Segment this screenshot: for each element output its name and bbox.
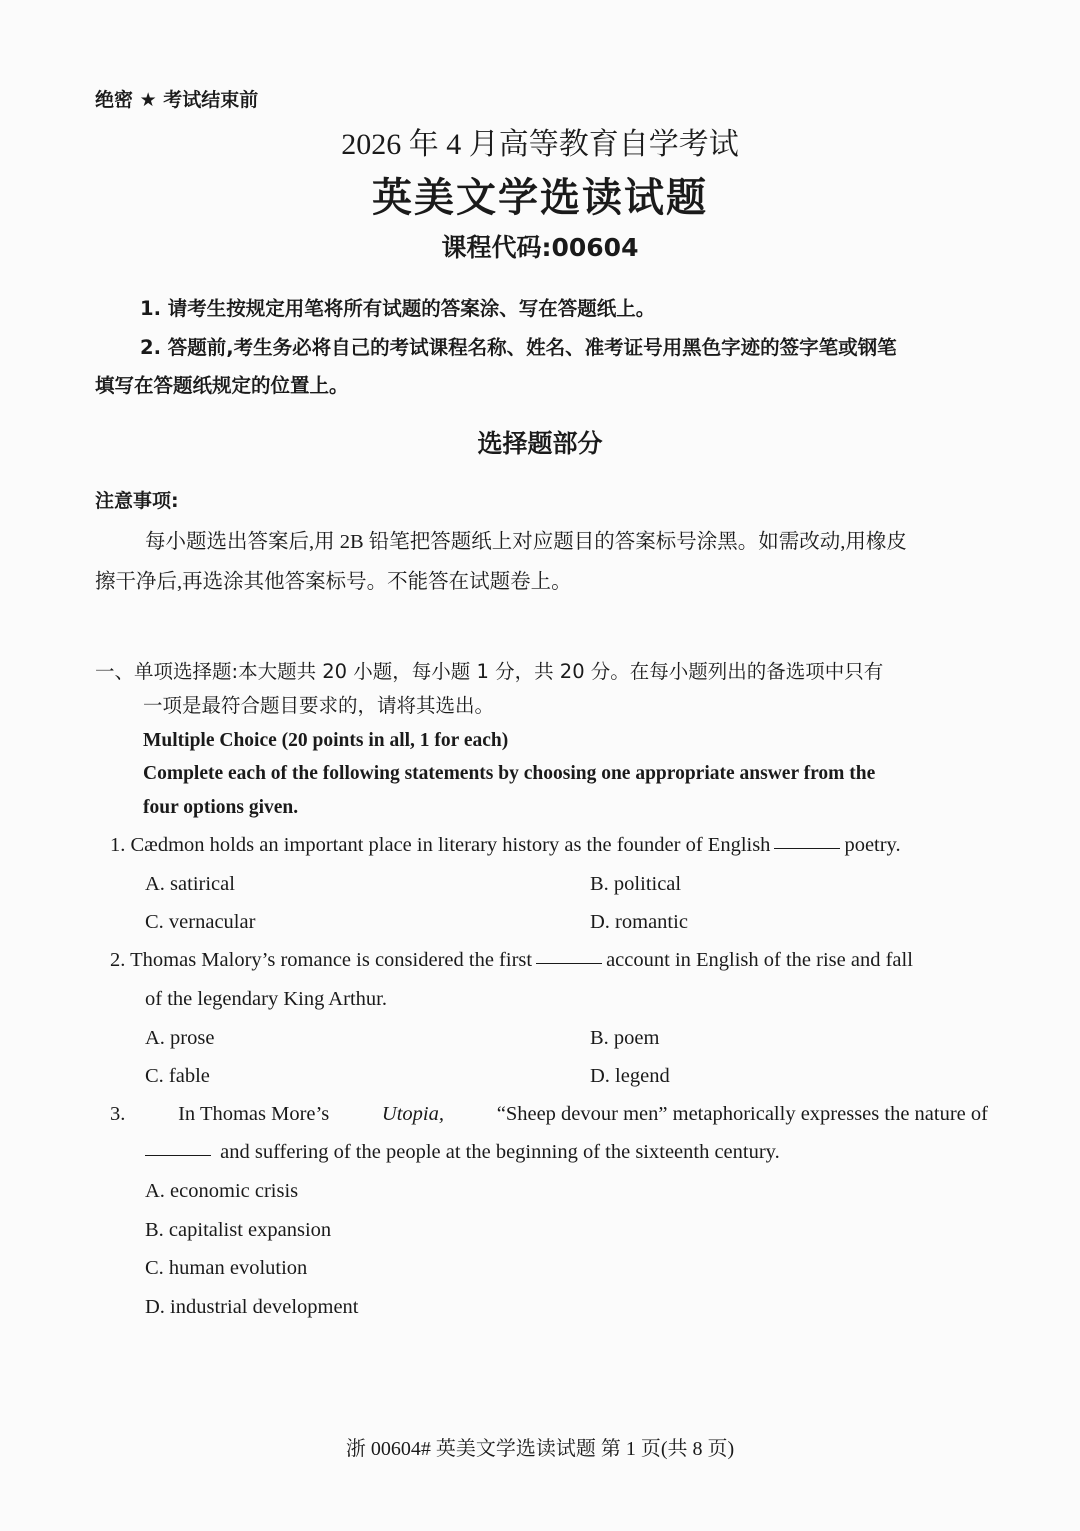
option-c: C. fable [145,1065,210,1087]
question-text-end: “Sheep devour men” metaphorically expresses the nature of [496,1103,988,1125]
subject-title: 英美文学选读试题 [372,175,708,221]
question-1 [110,834,901,857]
option-d: D. romantic [590,911,688,933]
page-footer: 浙 00604# 英美文学选读试题 第 1 页(共 8 页) [345,1438,735,1460]
question-2-line-2: of the legendary King Arthur. [145,988,387,1010]
option-b: B. capitalist expansion [145,1219,332,1241]
question-number: 3. [110,1103,126,1125]
part1-english-instruction-1: Complete each of the following statements by choosing one appropriate answer from the [143,763,876,784]
option-c: C. human evolution [145,1257,308,1279]
option-b: B. poem [590,1027,660,1049]
part1-english-instruction-2: four options given. [143,797,299,818]
option-c: C. vernacular [145,911,256,933]
question-number: 1. [110,834,126,856]
book-title: Utopia, [381,1103,444,1125]
question-number: 2. [110,949,126,971]
question-3 [110,1103,988,1126]
notice-line-1: 每小题选出答案后,用 2B 铅笔把答题纸上对应题目的答案标号涂黑。如需改动,用橡皮 [145,531,907,553]
option-b: B. political [590,873,682,895]
answer-blank [536,962,602,964]
confidential-label: 绝密 ★ 考试结束前 [95,89,259,111]
question-text-end: account in English of the rise and fall [606,949,913,971]
instruction-2-cont: 填写在答题纸规定的位置上。 [95,374,349,397]
question-text-end: poetry. [844,834,901,856]
option-d: D. industrial development [145,1296,359,1318]
answer-blank [145,1154,211,1156]
question-text: Cædmon holds an important place in literary history as the founder of English [130,834,771,856]
question-2 [110,949,913,972]
section-title: 选择题部分 [477,429,603,458]
option-a: A. prose [145,1027,215,1049]
course-code: 课程代码:00604 [441,233,639,262]
notice-line-2: 擦干净后,再选涂其他答案标号。不能答在试题卷上。 [95,571,572,593]
part1-english-title: Multiple Choice (20 points in all, 1 for each) [143,730,509,751]
question-text: Thomas Malory’s romance is considered the first [130,949,533,971]
notice-heading: 注意事项: [95,490,179,512]
answer-blank [774,847,840,849]
part1-heading-line-1: 一、单项选择题:本大题共 20 小题，每小题 1 分，共 20 分。在每小题列出的备选项中只有 [95,660,884,683]
instruction-2: 2. 答题前,考生务必将自己的考试课程名称、姓名、准考证号用黑色字迹的签字笔或钢笔 [140,336,897,359]
exam-title: 2026 年 4 月高等教育自学考试 [341,128,739,161]
question-3-line-2 [145,1141,780,1164]
question-text: In Thomas More’s [178,1103,330,1125]
option-a: A. satirical [145,873,235,895]
part1-heading-line-2: 一项是最符合题目要求的，请将其选出。 [143,694,495,717]
question-text-cont: and suffering of the people at the beginning of the sixteenth century. [220,1141,780,1163]
option-a: A. economic crisis [145,1180,299,1202]
option-d: D. legend [590,1065,670,1087]
instruction-1: 1. 请考生按规定用笔将所有试题的答案涂、写在答题纸上。 [140,297,656,320]
